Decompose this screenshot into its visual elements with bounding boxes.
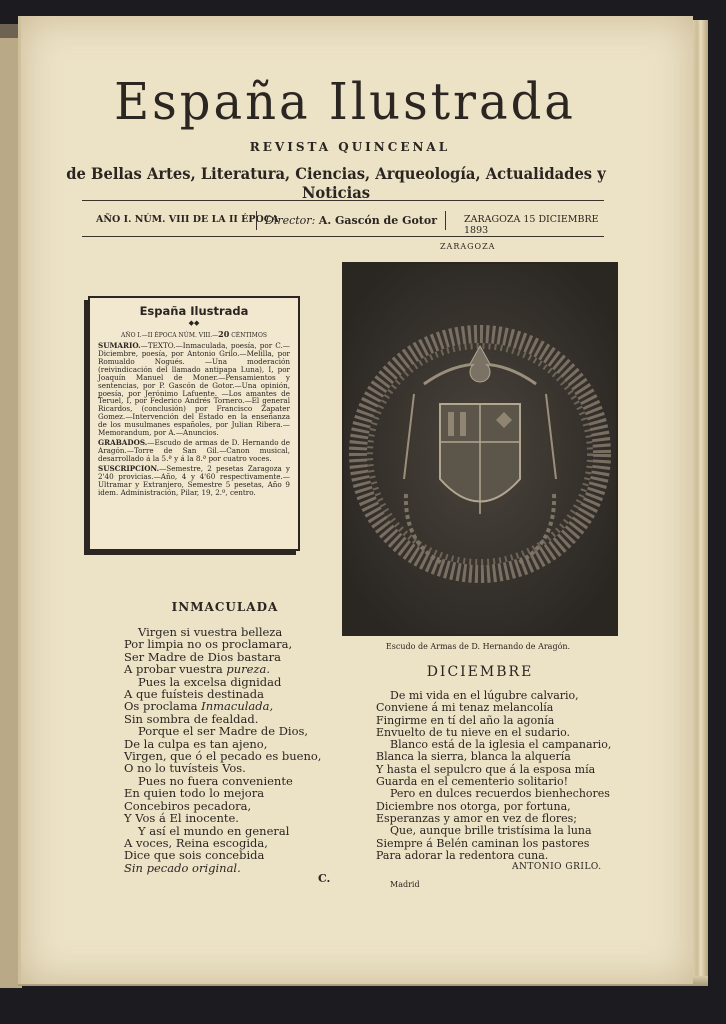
grabados-label: GRABADOS. (98, 438, 148, 448)
poem-line: Y hasta el sepulcro que á la esposa mía (376, 762, 596, 776)
grabados-paragraph (98, 439, 290, 463)
summary-title: España Ilustrada (139, 304, 249, 318)
image-caption: Escudo de Armas de D. Hernando de Aragón. (385, 642, 571, 651)
suscripcion-text: —Semestre, 2 pesetas Zaragoza y 2'40 provicias.—Año, 4 y 4'60 respectivamente.—Ultramar y Extranjero, Semestre 5 pesetas, Año 9 idem. (98, 463, 290, 497)
masthead-title: España Ilustrada (114, 72, 576, 132)
issue-number: AÑO I. NÚM. VIII DE LA II ÉPOCA (96, 214, 279, 225)
poem-line: Dice que sois concebida (124, 848, 265, 863)
poem-line: Concebiros pecadora, (124, 798, 252, 813)
summary-price (98, 329, 290, 339)
suscripcion-paragraph (98, 465, 290, 497)
poem-line (124, 663, 344, 675)
director-name: A. Gascón de Gotor (318, 214, 438, 227)
poem-signature-c: C. (318, 872, 331, 885)
poem-line: Y así el mundo en general (138, 823, 290, 838)
poem-line: A que fuísteis destinada (124, 687, 264, 702)
poem-line (124, 700, 344, 712)
poem-line: Diciembre nos otorga, por fortuna, (376, 799, 571, 813)
poem-line: Envuelto de tu nieve en el sudario. (376, 725, 571, 739)
poem-line: Virgen si vuestra belleza (138, 625, 283, 639)
poem-title-diciembre: DICIEMBRE (426, 664, 534, 680)
poem-line: Por limpia no os proclamara, (124, 637, 293, 652)
poem-line: Conviene á mi tenaz melancolía (376, 701, 554, 715)
poem-line: Que, aunque brille tristísima la luna (390, 824, 592, 838)
poem-line: Sin pecado original. (124, 860, 241, 875)
coat-of-arms-icon (344, 264, 616, 634)
poem-line: Pues no fuera conveniente (138, 773, 293, 788)
masthead-subtitle: REVISTA QUINCENAL (249, 140, 451, 154)
poem-line-text: A probar vuestra (124, 662, 227, 677)
price-line: AÑO I.—II ÉPOCA NÚM. VIII.— (121, 332, 219, 339)
director-credit (256, 211, 446, 230)
poem-line: Fingirme en tí del año la agonía (376, 713, 555, 727)
price-value: 20 (218, 329, 230, 339)
poem-line: Blanco está de la iglesia el campanario, (390, 738, 612, 752)
poem-line: A voces, Reina escogida, (124, 835, 268, 850)
poem-line: Para adorar la redentora cuna. (376, 848, 549, 862)
poem-line: De la culpa es tan ajeno, (124, 736, 268, 751)
place-label: ZARAGOZA (440, 242, 496, 251)
italic-word: pureza. (226, 662, 271, 677)
sumario-label: SUMARIO. (98, 341, 141, 350)
price-unit: CÉNTIMOS (231, 332, 267, 339)
issue-date: ZARAGOZA 15 DICIEMBRE 1893 (464, 214, 599, 236)
poem-title-inmaculada: INMACULADA (171, 600, 279, 614)
poem-line: Porque el ser Madre de Dios, (138, 724, 309, 739)
sumario-text: —TEXTO.—Inmaculada, poesía, por C.—Diciembre, poesía, por Antonio Grilo.—Melilla, por Romualdo Nogués. —Una moderación (reivindicación del llamado antipapa Luna), I, por Joaquín Manuel de Moner.—Pensamientos y sentencias, por P. Gascón de Gotor.—Una opinión, poesía, por Jerónimo Lafuente. —Los amantes de Teruel, I, por Federico Andrés Tornero.—El general Ricardos, (conclusión) por Francisco Zapater Gomez.—Intervención del Estado en la enseñanza de los musulmanes españoles, por Julian Ribera.—Memorandum, por A.—Anuncios. (98, 341, 290, 438)
poem-line: Pues la excelsa dignidad (138, 674, 282, 689)
grabados-text: —Escudo de armas de D. Hernando de Aragón.—Torre de San Gil.—Canon musical, desarrollado á la 5.ª y á la 8.ª por cuatro voces. (98, 438, 290, 463)
issue-info-row (82, 214, 604, 234)
poem-inmaculada (124, 626, 344, 874)
summary-ornament: ◆◆ (188, 319, 200, 327)
poem-line: Y Vos á El inocente. (124, 811, 239, 826)
poem-line: Virgen, que ó el pecado es bueno, (124, 749, 322, 764)
admin-text: Administración, Pilar, 19, 2.º, centro. (120, 487, 256, 497)
poem-line: Siempre á Belén caminan los pastores (376, 836, 590, 850)
poem-place-madrid: Madrid (390, 880, 420, 889)
coat-of-arms-engraving (342, 262, 618, 636)
masthead-rule-bottom (82, 236, 604, 237)
summary-box (88, 296, 300, 551)
poem-line: Ser Madre de Dios bastara (124, 649, 281, 664)
poem-diciembre (376, 690, 616, 862)
poem-line: Blanca la sierra, blanca la alquería (376, 750, 571, 764)
poem-line: En quien todo lo mejora (124, 786, 265, 801)
poem-line: Pero en dulces recuerdos bienhechores (390, 787, 610, 801)
poem-line-text: Os proclama (124, 699, 202, 714)
poem-signature-grilo: ANTONIO GRILO. (512, 862, 602, 872)
poem-line: Guarda en el cementerio solitario! (376, 775, 569, 789)
masthead-tagline: de Bellas Artes, Literatura, Ciencias, Arqueología, Actualidades y Noticias (66, 164, 606, 202)
suscripcion-label: SUSCRIPCION. (98, 463, 160, 473)
italic-word: Inmaculada, (201, 699, 274, 714)
director-label: Director: (265, 214, 316, 227)
sumario-paragraph (98, 342, 290, 437)
poem-line: Sin sombra de fealdad. (124, 711, 259, 726)
poem-line: Esperanzas y amor en vez de flores; (376, 811, 577, 825)
poem-line: O no lo tuvísteis Vos. (124, 761, 246, 776)
masthead-rule-top (82, 200, 604, 201)
poem-line: De mi vida en el lúgubre calvario, (390, 689, 579, 702)
